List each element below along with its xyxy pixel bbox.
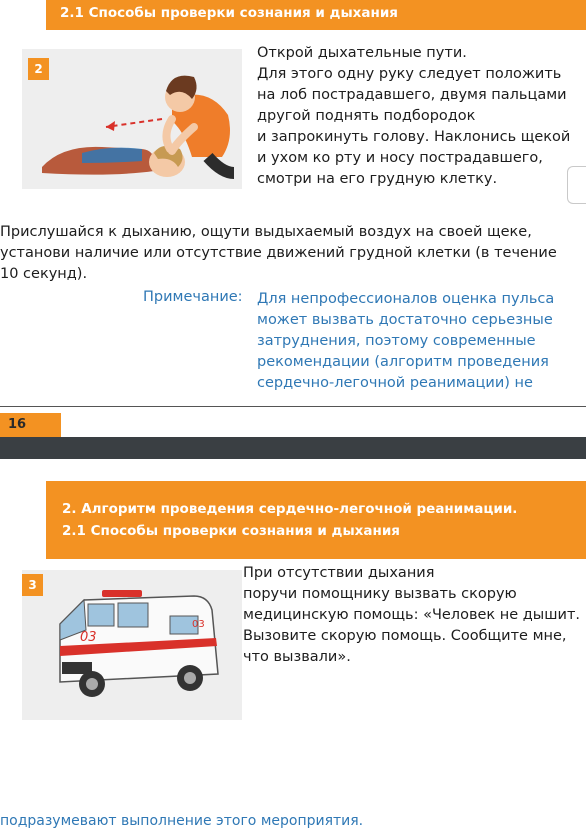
- step-instruction-text: [257, 43, 577, 190]
- text-line: что вызвали».: [243, 649, 351, 665]
- airway-illustration: [22, 49, 242, 189]
- text-line: Открой дыхательные пути.: [257, 45, 467, 61]
- ambulance-illustration: [22, 570, 242, 720]
- text-line: поручи помощнику вызвать скорую: [243, 586, 517, 602]
- text-line: При отсутствии дыхания: [243, 565, 435, 581]
- text-line: смотри на его грудную клетку.: [257, 171, 498, 187]
- page-separator: [0, 437, 586, 459]
- step-number-badge: 3: [22, 574, 43, 596]
- note-label: Примечание:: [143, 289, 243, 305]
- breathing-paragraph: [0, 222, 580, 285]
- footer-divider: [0, 406, 586, 407]
- text-line: Прислушайся к дыханию, ощути выдыхаемый воздух на своей щеке,: [0, 224, 532, 240]
- section-header-title: 2.1 Способы проверки сознания и дыхания: [62, 523, 400, 539]
- note-continuation-text: подразумевают выполнение этого мероприятия.: [0, 813, 364, 829]
- ambulance-side-label: 03: [192, 619, 205, 630]
- note-text: [257, 289, 577, 394]
- text-line: может вызвать достаточно серьезные: [257, 312, 553, 328]
- side-scroll-tab[interactable]: [567, 166, 586, 204]
- section-header-band: [46, 481, 586, 559]
- step-number-badge: 2: [28, 58, 49, 80]
- text-line: и запрокинуть голову. Наклонись щекой: [257, 129, 571, 145]
- text-line: и ухом ко рту и носу пострадавшего,: [257, 150, 543, 166]
- section-header-title: 2.1 Способы проверки сознания и дыхания: [60, 5, 398, 21]
- text-line: затруднения, поэтому современные: [257, 333, 536, 349]
- rescuer-checking-breathing-image: [22, 49, 242, 189]
- text-line: рекомендации (алгоритм проведения: [257, 354, 549, 370]
- text-line: сердечно-легочной реанимации) не: [257, 375, 533, 391]
- chapter-title: 2. Алгоритм проведения сердечно-легочной реанимации.: [62, 501, 518, 517]
- text-line: медицинскую помощь: «Человек не дышит.: [243, 607, 581, 623]
- ambulance-image: [22, 570, 242, 720]
- text-line: другой поднять подбородок: [257, 108, 476, 124]
- text-line: Для этого одну руку следует положить: [257, 66, 562, 82]
- text-line: Для непрофессионалов оценка пульса: [257, 291, 555, 307]
- text-line: 10 секунд).: [0, 266, 88, 282]
- text-line: Вызовите скорую помощь. Сообщите мне,: [243, 628, 567, 644]
- page-number: 16: [0, 413, 61, 437]
- step-instruction-text: [243, 563, 586, 668]
- ambulance-number-label: 03: [80, 630, 97, 645]
- text-line: на лоб пострадавшего, двумя пальцами: [257, 87, 567, 103]
- text-line: установи наличие или отсутствие движений грудной клетки (в течение: [0, 245, 557, 261]
